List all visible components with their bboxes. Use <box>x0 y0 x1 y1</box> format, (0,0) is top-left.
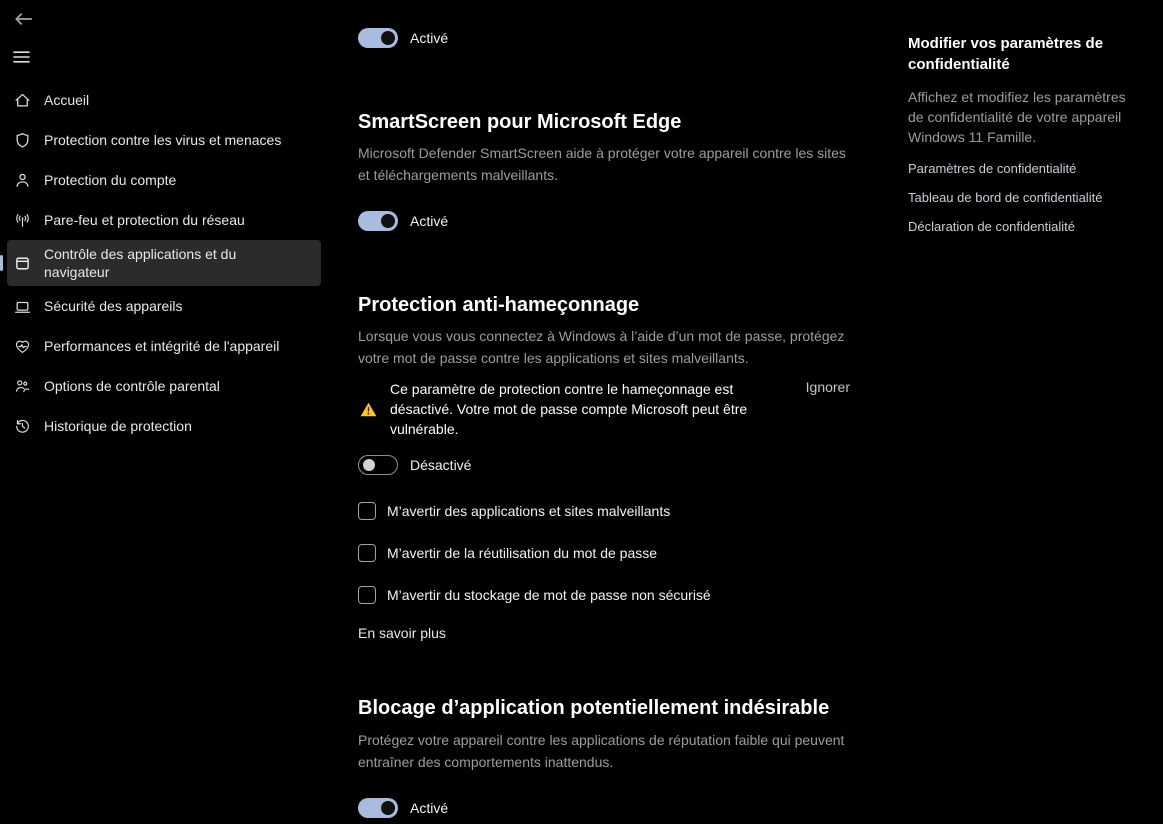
smartscreen-edge-toggle-row <box>358 211 850 231</box>
toggle-knob <box>381 31 395 45</box>
sidebar-item-historique[interactable] <box>7 406 321 446</box>
menu-button[interactable] <box>11 49 32 65</box>
phishing-description: Lorsque vous vous connectez à Windows à l’aide d’un mot de passe, protégez votre mot de passe contre les applications et sites malveillants. <box>358 328 845 366</box>
sidebar-item-performances[interactable] <box>7 326 321 366</box>
learn-more-link[interactable]: En savoir plus <box>358 625 446 641</box>
aside-links <box>908 161 1142 234</box>
phishing-warning-banner <box>358 379 850 439</box>
smartscreen-edge-title: SmartScreen pour Microsoft Edge <box>358 111 682 133</box>
pua-title: Blocage d’application potentiellement indésirable <box>358 697 830 719</box>
sidebar-item-label: Options de contrôle parental <box>44 378 220 394</box>
sidebar-item-securite-appareils[interactable] <box>7 286 321 326</box>
family-icon <box>14 378 31 395</box>
toggle-knob <box>381 214 395 228</box>
sidebar-item-controle-applications[interactable] <box>7 240 321 286</box>
aside-description: Affichez et modifiez les paramètres de confidentialité de votre appareil Windows 11 Famille. <box>908 89 1126 145</box>
toggle-state-label: Activé <box>410 30 449 46</box>
sidebar-item-label: Historique de protection <box>44 418 192 434</box>
sidebar-item-label: Protection contre les virus et menaces <box>44 132 282 148</box>
toggle-state-label: Activé <box>410 800 449 816</box>
checkbox-label: M’avertir des applications et sites malveillants <box>387 503 671 519</box>
aside-title: Modifier vos paramètres de confidentialité <box>908 35 1104 73</box>
warning-message: Ce paramètre de protection contre le hameçonnage est désactivé. Votre mot de passe compte Microsoft peut être vulnérable. <box>390 381 748 437</box>
sidebar-item-label: Accueil <box>44 92 90 108</box>
home-icon <box>14 92 31 109</box>
pua-toggle-row <box>358 798 850 818</box>
ignore-link[interactable]: Ignorer <box>805 379 850 395</box>
reputation-toggle[interactable] <box>358 28 398 48</box>
checkbox-unchecked[interactable] <box>358 502 376 520</box>
main-content <box>358 0 850 818</box>
phishing-toggle[interactable] <box>358 455 398 475</box>
smartscreen-edge-toggle[interactable] <box>358 211 398 231</box>
heart-pulse-icon <box>14 338 31 355</box>
warning-triangle-icon <box>360 402 377 417</box>
hamburger-icon <box>13 51 30 63</box>
checkbox-row-unsafe-storage[interactable] <box>358 586 850 604</box>
shield-icon <box>14 132 31 149</box>
phishing-title: Protection anti-hameçonnage <box>358 294 640 316</box>
sidebar-item-controle-parental[interactable] <box>7 366 321 406</box>
pua-toggle[interactable] <box>358 798 398 818</box>
toggle-state-label: Activé <box>410 213 449 229</box>
app-browser-icon <box>14 255 31 272</box>
checkbox-unchecked[interactable] <box>358 586 376 604</box>
sidebar-item-label: Pare-feu et protection du réseau <box>44 212 245 228</box>
sidebar-nav <box>0 80 330 446</box>
sidebar-item-label: Contrôle des applications et du navigateur <box>44 246 237 280</box>
toggle-knob <box>363 459 375 471</box>
smartscreen-edge-description: Microsoft Defender SmartScreen aide à protéger votre appareil contre les sites et téléchargements malveillants. <box>358 145 846 183</box>
privacy-statement-link[interactable]: Déclaration de confidentialité <box>908 219 1075 234</box>
checkbox-row-password-reuse[interactable] <box>358 544 850 562</box>
device-icon <box>14 298 31 315</box>
privacy-dashboard-link[interactable]: Tableau de bord de confidentialité <box>908 190 1103 205</box>
sidebar-item-accueil[interactable] <box>7 80 321 120</box>
person-icon <box>14 172 31 189</box>
sidebar-item-virus-menaces[interactable] <box>7 120 321 160</box>
privacy-aside <box>908 33 1142 234</box>
sidebar <box>0 0 330 824</box>
sidebar-item-label: Sécurité des appareils <box>44 298 183 314</box>
toggle-state-label: Désactivé <box>410 457 472 473</box>
checkbox-unchecked[interactable] <box>358 544 376 562</box>
checkbox-label: M’avertir de la réutilisation du mot de passe <box>387 545 658 561</box>
phishing-toggle-row <box>358 455 850 475</box>
sidebar-item-pare-feu[interactable] <box>7 200 321 240</box>
network-icon <box>14 212 31 229</box>
sidebar-item-label: Protection du compte <box>44 172 177 188</box>
history-icon <box>14 418 31 435</box>
pua-description: Protégez votre appareil contre les applications de réputation faible qui peuvent entraîner des comportements inattendus. <box>358 732 845 770</box>
back-button[interactable] <box>11 8 36 30</box>
checkbox-row-malicious-apps[interactable] <box>358 502 850 520</box>
privacy-settings-link[interactable]: Paramètres de confidentialité <box>908 161 1077 176</box>
sidebar-item-label: Performances et intégrité de l'appareil <box>44 338 280 354</box>
sidebar-item-compte[interactable] <box>7 160 321 200</box>
toggle-knob <box>381 801 395 815</box>
checkbox-label: M’avertir du stockage de mot de passe non sécurisé <box>387 587 711 603</box>
back-arrow-icon <box>13 10 34 28</box>
reputation-toggle-row <box>358 28 850 48</box>
